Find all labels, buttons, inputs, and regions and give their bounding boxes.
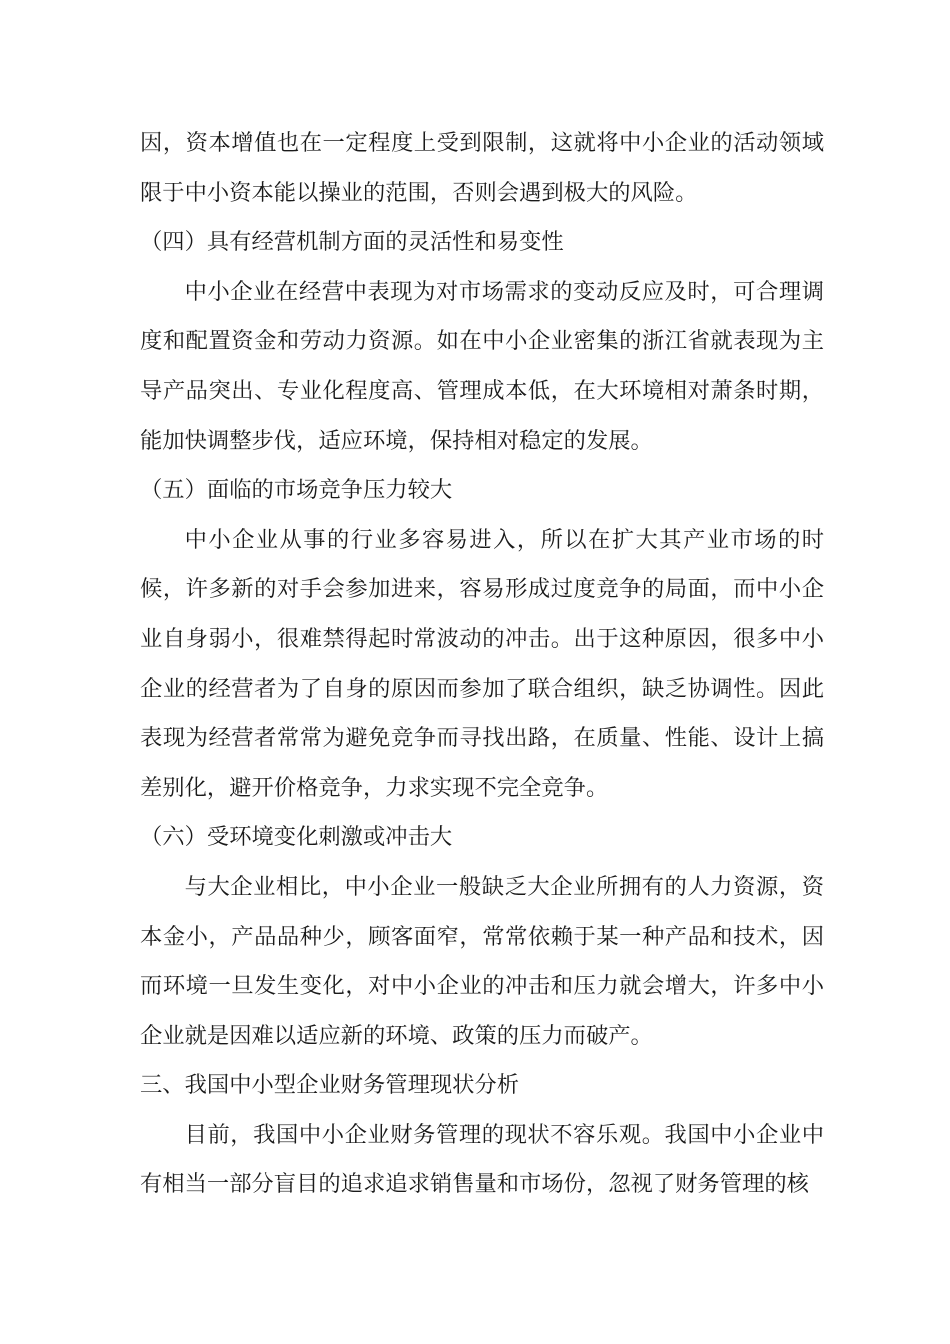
paragraph: 中小企业从事的行业多容易进入，所以在扩大其产业市场的时候，许多新的对手会参加进来，容易形成过度竞争的局面，而中小企业自身弱小，很难禁得起时常波动的冲击。出于这种原因，很多中小企业的经营者为了自身的原因而参加了联合组织，缺乏协调性。因此表现为经营者常常为避免竞争而寻找出路，在质量、性能、设计上搞差别化，避开价格竞争，力求实现不完全竞争。 [140, 526, 824, 801]
section-heading-4: （四）具有经营机制方面的灵活性和易变性 [140, 229, 564, 256]
section-heading-5: （五）面临的市场竞争压力较大 [140, 477, 453, 504]
section-heading-6: （六）受环境变化刺激或冲击大 [140, 824, 453, 851]
chapter-heading-3: 三、我国中小型企业财务管理现状分析 [140, 1072, 520, 1099]
paragraph: 与大企业相比，中小企业一般缺乏大企业所拥有的人力资源，资本金小，产品品种少，顾客面窄，常常依赖于某一种产品和技术，因而环境一旦发生变化，对中小企业的冲击和压力就会增大，许多中小企业就是因难以适应新的环境、政策的压力而破产。 [140, 873, 824, 1049]
paragraph: 目前，我国中小企业财务管理的现状不容乐观。我国中小企业中有相当一部分盲目的追求追求销售量和市场份，忽视了财务管理的核 [140, 1121, 824, 1198]
paragraph-continued: 因，资本增值也在一定程度上受到限制，这就将中小企业的活动领域限于中小资本能以操业的范围，否则会遇到极大的风险。 [140, 130, 824, 206]
document-body [140, 119, 824, 1210]
paragraph: 中小企业在经营中表现为对市场需求的变动反应及时，可合理调度和配置资金和劳动力资源。如在中小企业密集的浙江省就表现为主导产品突出、专业化程度高、管理成本低，在大环境相对萧条时期，能加快调整步伐，适应环境，保持相对稳定的发展。 [140, 278, 824, 454]
